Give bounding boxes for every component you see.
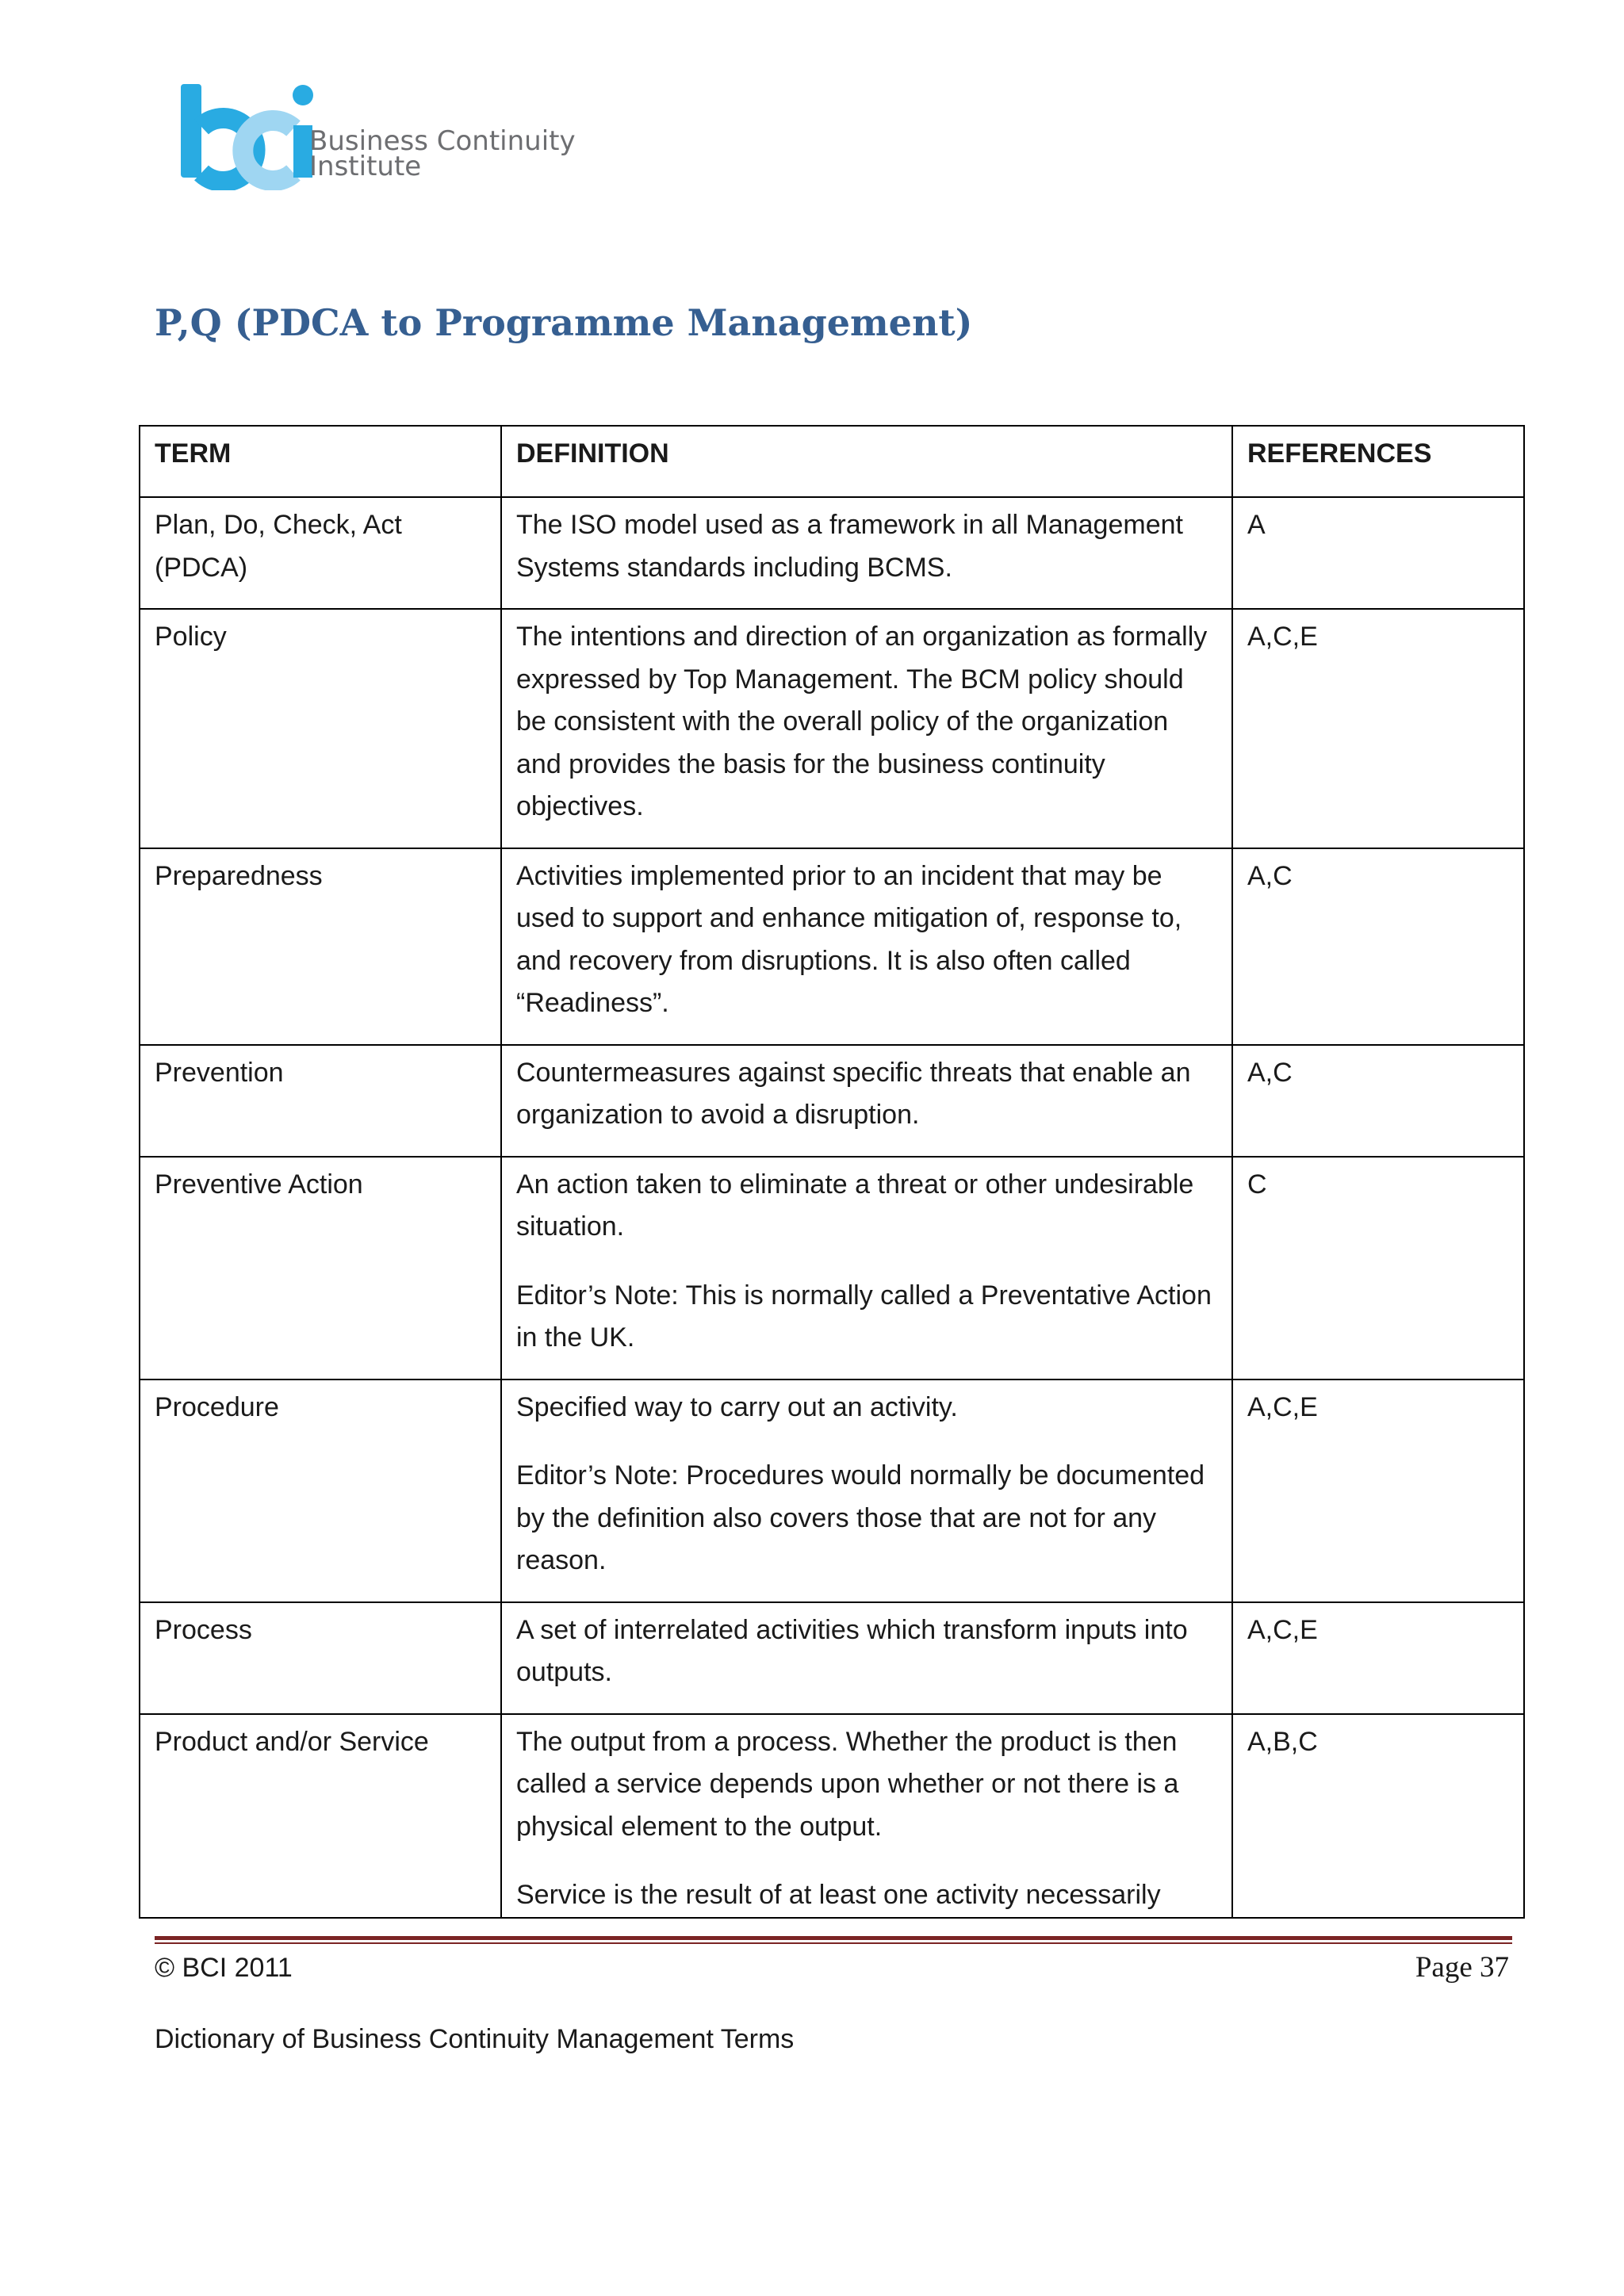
term-cell: Procedure <box>140 1380 501 1602</box>
definition-cell <box>501 1157 1232 1380</box>
references-cell: A,C,E <box>1232 1602 1524 1714</box>
column-header-term: TERM <box>140 426 501 497</box>
definition-text: Countermeasures against specific threats that enable an organization to avoid a disruption. <box>516 1057 1191 1130</box>
references-cell: A,C,E <box>1232 1380 1524 1602</box>
logo-text-line1: Business Continuity <box>309 125 576 157</box>
term-cell: Policy <box>140 609 501 848</box>
column-header-references: REFERENCES <box>1232 426 1524 497</box>
definition-cell <box>501 497 1232 609</box>
references-cell: A,C <box>1232 848 1524 1045</box>
table-row <box>140 1714 1524 1918</box>
table-row <box>140 1380 1524 1602</box>
definition-text: The ISO model used as a framework in all Management Systems standards including BCMS. <box>516 510 1183 583</box>
definition-cell <box>501 1045 1232 1157</box>
editor-note-text: Editor’s Note: Procedures would normally be documented by the definition also covers those that are not for any reason. <box>516 1460 1205 1575</box>
definition-text: The output from a process. Whether the product is then called a service depends upon whether or not there is a physical element to the output. <box>516 1726 1179 1842</box>
definition-cell <box>501 848 1232 1045</box>
table-header-row <box>140 426 1524 497</box>
table-row <box>140 497 1524 609</box>
term-cell: Product and/or Service <box>140 1714 501 1918</box>
definition-text: The intentions and direction of an organization as formally expressed by Top Management. The BCM policy should be consistent with the overall policy of the organization and provides the basis for the business continuity objectives. <box>516 622 1208 821</box>
term-cell: Preventive Action <box>140 1157 501 1380</box>
definition-text: An action taken to eliminate a threat or other undesirable situation. <box>516 1169 1194 1242</box>
term-cell: Prevention <box>140 1045 501 1157</box>
glossary-table <box>139 425 1525 1919</box>
definition-text: Activities implemented prior to an incident that may be used to support and enhance mitigation of, response to, and recovery from disruptions. It is also often called “Readiness”. <box>516 860 1182 1018</box>
term-cell: Plan, Do, Check, Act (PDCA) <box>140 497 501 609</box>
definition-cell <box>501 609 1232 848</box>
table-row <box>140 848 1524 1045</box>
term-cell: Process <box>140 1602 501 1714</box>
references-cell: A,B,C <box>1232 1714 1524 1918</box>
logo-text-line2: Institute <box>309 151 422 182</box>
definition-text: Specified way to carry out an activity. <box>516 1391 958 1422</box>
footer-document-title: Dictionary of Business Continuity Management Terms <box>155 2024 795 2054</box>
logo-text <box>309 125 576 182</box>
footer-copyright: © BCI 2011 <box>155 1953 293 1983</box>
table-row <box>140 1157 1524 1380</box>
references-cell: A,C,E <box>1232 609 1524 848</box>
definition-text-continued: Service is the result of at least one activity necessarily <box>516 1880 1161 1910</box>
table-row <box>140 609 1524 848</box>
column-header-definition: DEFINITION <box>501 426 1232 497</box>
references-cell: A <box>1232 497 1524 609</box>
term-cell: Preparedness <box>140 848 501 1045</box>
references-cell: A,C <box>1232 1045 1524 1157</box>
footer-rule <box>155 1936 1512 1944</box>
table-row <box>140 1045 1524 1157</box>
footer-page-number: Page 37 <box>1415 1951 1509 1984</box>
editor-note-text: Editor’s Note: This is normally called a Preventative Action in the UK. <box>516 1280 1212 1353</box>
table-row <box>140 1602 1524 1714</box>
definition-cell <box>501 1714 1232 1918</box>
references-cell: C <box>1232 1157 1524 1380</box>
page-title: P,Q (PDCA to Programme Management) <box>155 301 973 344</box>
definition-cell <box>501 1602 1232 1714</box>
definition-cell <box>501 1380 1232 1602</box>
definition-text: A set of interrelated activities which transform inputs into outputs. <box>516 1614 1188 1687</box>
